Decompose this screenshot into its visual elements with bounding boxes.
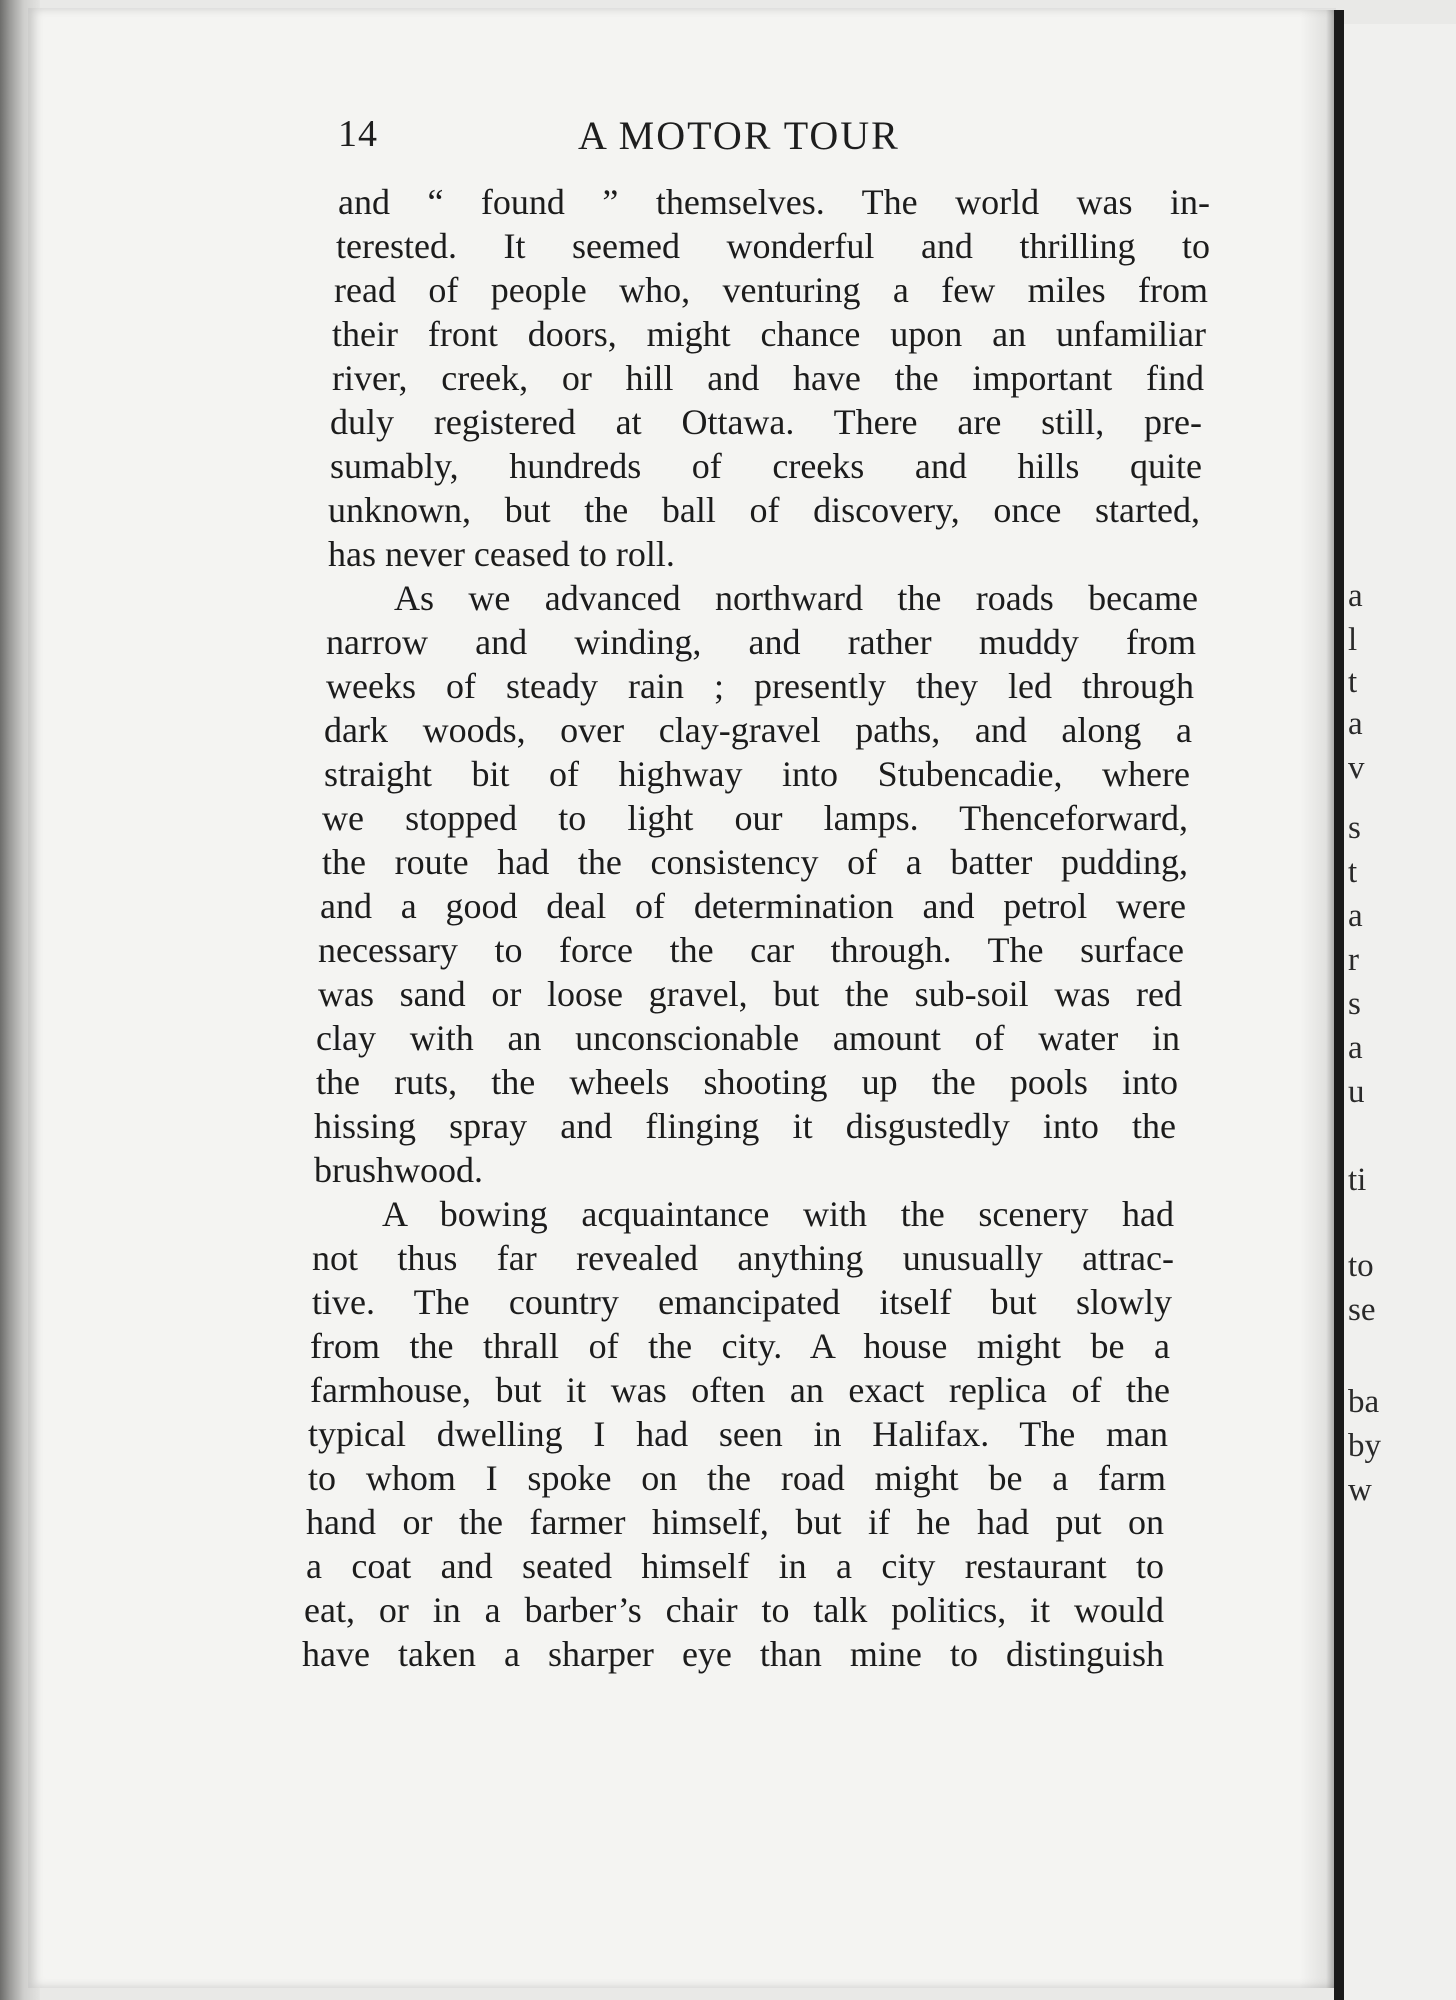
text-line: a coat and seated himself in a city restaurant to — [306, 1546, 1164, 1586]
text-line: to whom I spoke on the road might be a farm — [308, 1458, 1166, 1498]
text-line: their front doors, might chance upon an unfamiliar — [332, 314, 1206, 354]
text-line: have taken a sharper eye than mine to distinguish — [302, 1634, 1164, 1674]
text-line: we stopped to light our lamps. Thenceforward, — [322, 798, 1188, 838]
adjacent-page-fragment: ba — [1348, 1384, 1380, 1420]
adjacent-page-fragment: a — [1348, 706, 1363, 742]
text-line: has never ceased to roll. — [328, 534, 675, 574]
text-line: hand or the farmer himself, but if he had put on — [306, 1502, 1164, 1542]
text-line: unknown, but the ball of discovery, once started, — [328, 490, 1200, 530]
text-line: river, creek, or hill and have the important find — [332, 358, 1204, 398]
adjacent-page-fragment: w — [1348, 1472, 1372, 1508]
text-line: duly registered at Ottawa. There are still, pre- — [330, 402, 1202, 442]
adjacent-page-fragment: r — [1348, 942, 1359, 978]
book-gutter — [1334, 10, 1344, 2000]
text-line: straight bit of highway into Stubencadie, where — [324, 754, 1190, 794]
page-fold-shadow — [1300, 10, 1336, 1988]
text-line: weeks of steady rain ; presently they led through — [326, 666, 1194, 706]
text-line: dark woods, over clay-gravel paths, and along a — [324, 710, 1192, 750]
text-line: and “ found ” themselves. The world was in- — [338, 182, 1210, 222]
adjacent-page-fragment: a — [1348, 1030, 1363, 1066]
text-line: sumably, hundreds of creeks and hills quite — [330, 446, 1202, 486]
adjacent-page-fragment: se — [1348, 1292, 1376, 1328]
text-line: and a good deal of determination and petrol were — [320, 886, 1186, 926]
adjacent-page-fragment: by — [1348, 1428, 1381, 1464]
text-line: necessary to force the car through. The surface — [318, 930, 1184, 970]
adjacent-page-fragment: t — [1348, 664, 1358, 700]
page-number: 14 — [338, 113, 378, 155]
adjacent-page-fragment: s — [1348, 986, 1361, 1022]
text-line: not thus far revealed anything unusually attrac- — [312, 1238, 1174, 1278]
text-line: As we advanced northward the roads became — [394, 578, 1198, 618]
running-head: A MOTOR TOUR — [578, 113, 900, 158]
page-header — [338, 112, 978, 168]
adjacent-page — [1344, 24, 1456, 2000]
text-line: A bowing acquaintance with the scenery had — [382, 1194, 1174, 1234]
text-line: clay with an unconscionable amount of water in — [316, 1018, 1180, 1058]
adjacent-page-fragment: to — [1348, 1248, 1374, 1284]
adjacent-page-fragment: a — [1348, 898, 1363, 934]
adjacent-page-fragment: a — [1348, 578, 1363, 614]
text-line: the ruts, the wheels shooting up the pools into — [316, 1062, 1178, 1102]
text-line: eat, or in a barber’s chair to talk politics, it would — [304, 1590, 1164, 1630]
adjacent-page-fragment: u — [1348, 1074, 1365, 1110]
text-line: terested. It seemed wonderful and thrilling to — [336, 226, 1210, 266]
adjacent-page-fragment: l — [1348, 622, 1358, 658]
text-line: from the thrall of the city. A house might be a — [310, 1326, 1170, 1366]
adjacent-page-fragment: ti — [1348, 1162, 1367, 1198]
text-line: farmhouse, but it was often an exact replica of the — [310, 1370, 1170, 1410]
text-line: brushwood. — [314, 1150, 483, 1190]
text-line: the route had the consistency of a batter pudding, — [322, 842, 1188, 882]
text-line: read of people who, venturing a few miles from — [334, 270, 1208, 310]
adjacent-page-fragment: t — [1348, 854, 1358, 890]
text-line: narrow and winding, and rather muddy from — [326, 622, 1196, 662]
text-line: typical dwelling I had seen in Halifax. The man — [308, 1414, 1168, 1454]
text-line: was sand or loose gravel, but the sub-soil was red — [318, 974, 1182, 1014]
text-line: hissing spray and flinging it disgustedly into the — [314, 1106, 1176, 1146]
text-line: tive. The country emancipated itself but slowly — [312, 1282, 1172, 1322]
adjacent-page-fragment: s — [1348, 810, 1361, 846]
adjacent-page-fragment: v — [1348, 750, 1365, 786]
